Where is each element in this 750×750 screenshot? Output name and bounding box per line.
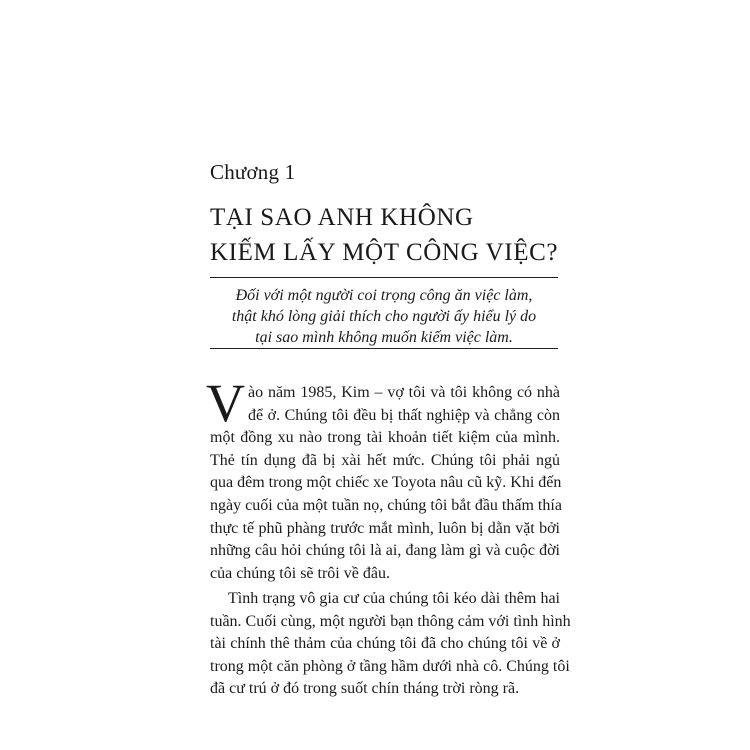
paragraph-line: một đồng xu nào trong tài khoản tiết kiệm của mình.: [210, 429, 560, 447]
paragraph-1: [210, 382, 560, 585]
paragraph-line: của chúng tôi sẽ trôi về đâu.: [210, 564, 390, 582]
paragraph-line: Tình trạng vô gia cư của chúng tôi kéo dài thêm hai: [228, 590, 560, 607]
paragraph-line: tài chính thê thảm của chúng tôi đã cho chúng tôi về ở: [210, 635, 560, 653]
paragraph-line: những câu hỏi chúng tôi là ai, đang làm gì và cuộc đời: [210, 542, 560, 560]
epigraph-bottom-rule: [210, 348, 558, 349]
epigraph: [210, 285, 558, 348]
paragraph-line: trong một căn phòng ở tầng hầm dưới nhà cô. Chúng tôi: [210, 657, 570, 675]
epigraph-line: thật khó lòng giải thích cho người ấy hiểu lý do: [231, 308, 537, 325]
paragraph-line: tuần. Cuối cùng, một người bạn thông cảm với tình hình: [210, 612, 571, 630]
paragraph-line: qua đêm trong một chiếc xe Toyota nâu cũ kỹ. Khi đến: [210, 474, 562, 492]
paragraph-line: để ở. Chúng tôi đều bị thất nghiệp và chẳng còn: [248, 406, 560, 424]
chapter-title: [210, 200, 570, 270]
epigraph-top-rule: [210, 277, 558, 278]
paragraph-line: đã cư trú ở đó trong suốt chín tháng trời ròng rã.: [210, 680, 520, 698]
epigraph-line: tại sao mình không muốn kiếm việc làm.: [255, 329, 513, 346]
chapter-title-line: TẠI SAO ANH KHÔNG: [210, 204, 474, 231]
paragraph-line: ào năm 1985, Kim – vợ tôi và tôi không có nhà: [248, 384, 560, 401]
paragraph-2: [210, 588, 571, 701]
chapter-label: Chương 1: [210, 160, 296, 184]
epigraph-line: Đối với một người coi trọng công ăn việc làm,: [235, 287, 533, 304]
drop-cap: V: [206, 373, 245, 433]
paragraph-line: ngày cuối của một tuần nọ, chúng tôi bắt đầu thấm thía: [210, 496, 562, 514]
paragraph-line: Thẻ tín dụng đã bị xài hết mức. Chúng tôi phải ngủ: [210, 451, 560, 469]
paragraph-line: thực tế phũ phàng trước mắt mình, luôn bị dằn vặt bởi: [210, 519, 560, 537]
chapter-title-line: KIẾM LẤY MỘT CÔNG VIỆC?: [210, 239, 559, 266]
